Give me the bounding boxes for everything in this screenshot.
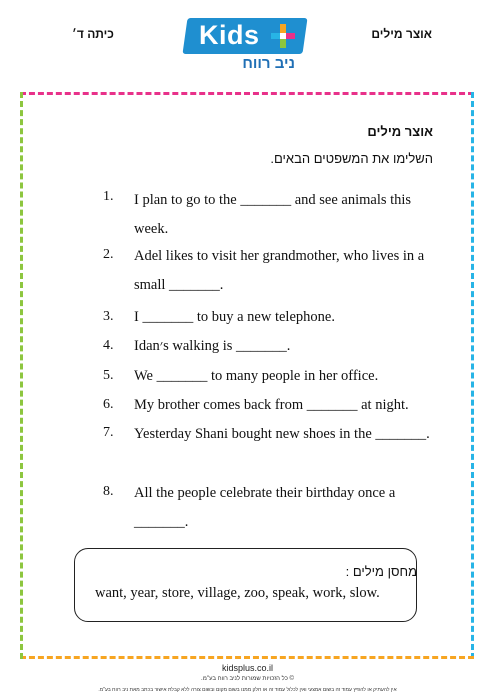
logo-word: Kids [199, 20, 260, 50]
question-text: Idan׳s walking is _______. [134, 338, 291, 354]
footer-legal-notice: אין להעתיק או להפיץ עמוד זה בשום אמצעי ואין לכלול עמוד זה או חלק ממנו בשום מקום ובשום צורה ללא קבלת אישור בכתב מאת ניב רווח בע"מ. [98, 687, 397, 693]
question-number: 4. [103, 338, 114, 353]
word-bank-words: want, year, store, village, zoo, speak, work, slow. [95, 585, 380, 601]
question-text: We _______ to many people in her office. [134, 368, 379, 384]
footer-url: kidsplus.co.il [221, 663, 274, 673]
question-text: Yesterday Shani bought new shoes in the _______. [134, 426, 430, 442]
question-number: 6. [103, 397, 114, 412]
question-text: I plan to go to the _______ and see animals this week. [134, 192, 412, 237]
worksheet-topic-header: אוצר מילים [371, 27, 432, 41]
question-number: 2. [103, 247, 114, 262]
footer-copyright: © כל הזכויות שמורות לניב רווח בע"מ. [201, 676, 294, 682]
plus-icon [271, 24, 295, 48]
question-number: 1. [103, 189, 114, 204]
question-text: I _______ to buy a new telephone. [134, 309, 335, 325]
worksheet-title: אוצר מילים [367, 124, 433, 139]
question-number: 3. [103, 309, 114, 324]
logo-subtitle: ניב רווח [242, 55, 295, 72]
question-text: All the people celebrate their birthday once a _______. [134, 485, 396, 530]
question-number: 8. [103, 484, 114, 499]
question-text: Adel likes to visit her grandmother, who lives in a small _______. [134, 248, 425, 293]
worksheet-instruction: השלימו את המשפטים הבאים. [270, 151, 433, 166]
grade-level-header: כיתה ד׳ [72, 27, 114, 41]
kids-plus-logo [185, 18, 305, 76]
question-number: 5. [103, 368, 114, 383]
word-bank-label: מחסן מילים : [345, 564, 417, 579]
question-number: 7. [103, 425, 114, 440]
question-text: My brother comes back from _______ at night. [134, 397, 409, 413]
